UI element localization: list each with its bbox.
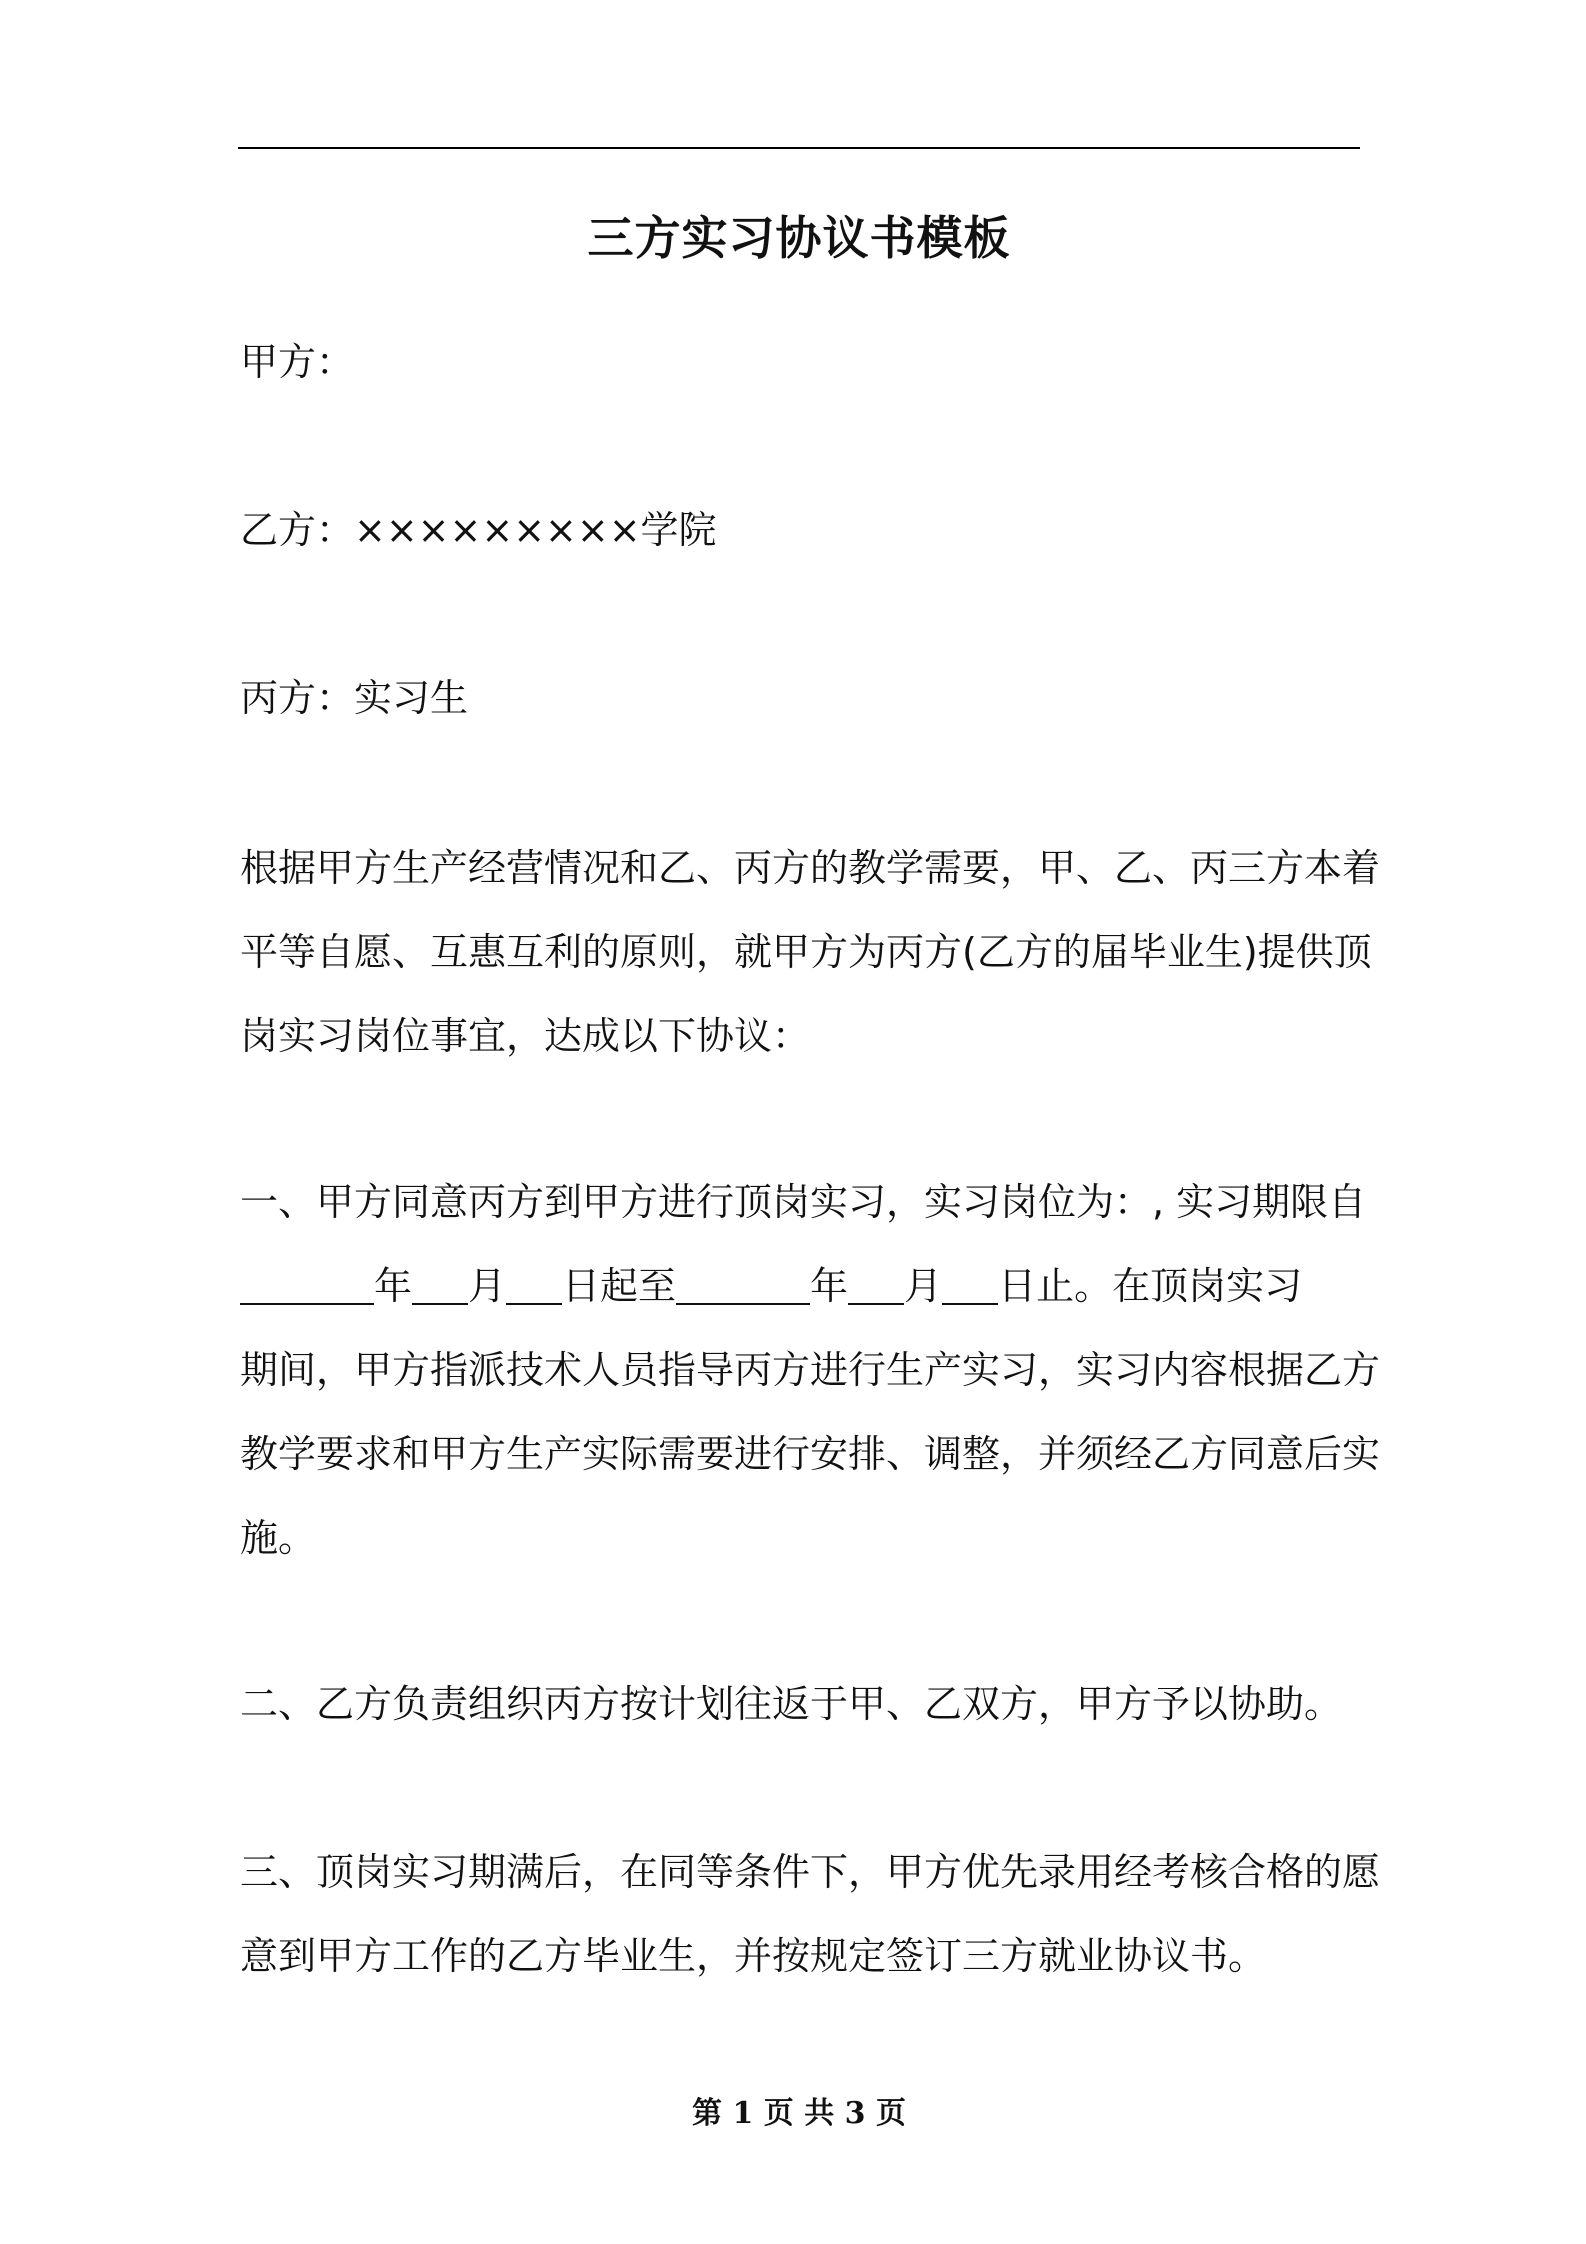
clause-3-paragraph bbox=[240, 1830, 1381, 1998]
start-month-blank[interactable] bbox=[412, 1263, 468, 1305]
clause-3-line: 意到甲方工作的乙方毕业生，并按规定签订三方就业协议书。 bbox=[240, 1934, 1267, 1978]
start-day-suffix: 日起至 bbox=[562, 1264, 677, 1308]
end-month-blank[interactable] bbox=[848, 1263, 904, 1305]
clause-1-line: 期间，甲方指派技术人员指导丙方进行生产实习，实习内容根据乙方 bbox=[240, 1348, 1381, 1392]
end-year-label: 年 bbox=[810, 1264, 849, 1308]
end-day-blank[interactable] bbox=[942, 1263, 998, 1305]
end-day-suffix: 日止。在顶岗实习 bbox=[998, 1264, 1303, 1308]
party-c-line: 丙方：实习生 bbox=[240, 676, 469, 720]
intro-line: 平等自愿、互惠互利的原则，就甲方为丙方(乙方的届毕业生)提供顶 bbox=[240, 930, 1372, 974]
start-year-label: 年 bbox=[374, 1264, 413, 1308]
start-day-blank[interactable] bbox=[506, 1263, 562, 1305]
start-year-blank[interactable] bbox=[240, 1263, 374, 1305]
intro-line: 根据甲方生产经营情况和乙、丙方的教学需要，甲、乙、丙三方本着 bbox=[240, 846, 1381, 890]
end-year-blank[interactable] bbox=[676, 1263, 810, 1305]
party-a-line: 甲方： bbox=[240, 340, 355, 384]
clause-1-line: 施。 bbox=[240, 1516, 317, 1560]
document-title: 三方实习协议书模板 bbox=[587, 211, 1011, 265]
clause-1-line: 教学要求和甲方生产实际需要进行安排、调整，并须经乙方同意后实 bbox=[240, 1432, 1381, 1476]
clause-2-paragraph: 二、乙方负责组织丙方按计划往返于甲、乙双方，甲方予以协助。 bbox=[240, 1682, 1343, 1726]
start-month-label: 月 bbox=[468, 1264, 507, 1308]
header-rule bbox=[238, 147, 1360, 149]
clause-1-line: 一、甲方同意丙方到甲方进行顶岗实习，实习岗位为：, 实习期限自 bbox=[240, 1180, 1367, 1224]
party-b-line: 乙方：×××××××××学院 bbox=[240, 508, 717, 552]
intro-paragraph bbox=[240, 826, 1381, 1078]
intro-line: 岗实习岗位事宜，达成以下协议： bbox=[240, 1014, 811, 1058]
clause-1-date-line bbox=[240, 1244, 1360, 1328]
end-month-label: 月 bbox=[904, 1264, 943, 1308]
clause-1-paragraph bbox=[240, 1160, 1381, 1580]
clause-3-line: 三、顶岗实习期满后，在同等条件下，甲方优先录用经考核合格的愿 bbox=[240, 1850, 1381, 1894]
page-indicator: 第 1 页 共 3 页 bbox=[692, 2096, 906, 2131]
